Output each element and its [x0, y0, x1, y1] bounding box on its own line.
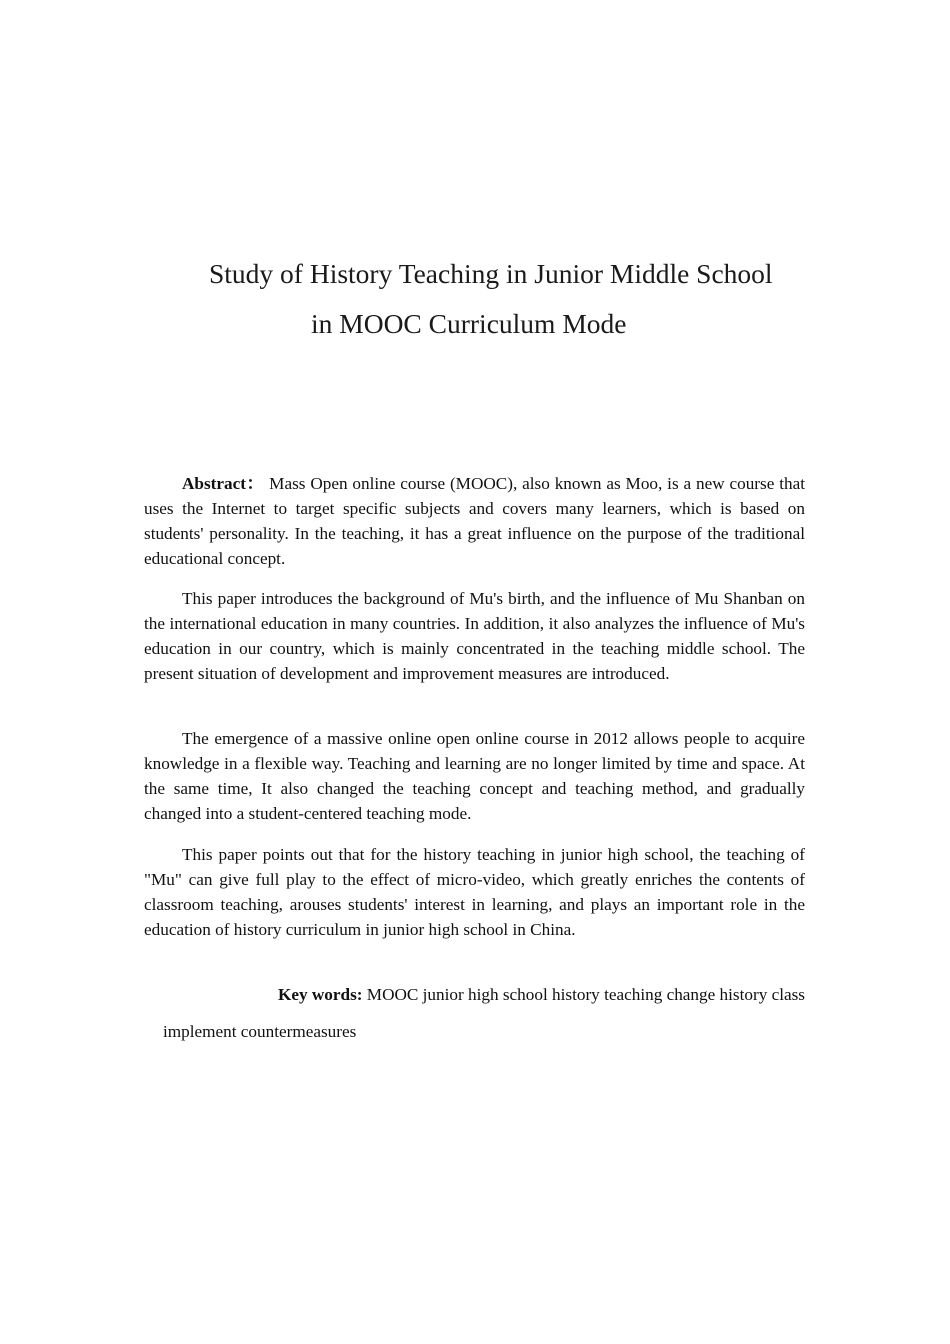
- body-paragraph: [144, 726, 805, 826]
- abstract-paragraph: [144, 471, 805, 571]
- paragraph-text: The emergence of a massive online open online course in 2012 allows people to acquire knowledge in a flexible way. Teaching and learning are no longer limited by time and space. At the same time, It also changed the teaching concept and teaching method, and gradually changed into a student-centered teaching mode.: [144, 729, 805, 823]
- keywords-line: [201, 982, 805, 1007]
- keywords-label: Key words:: [277, 985, 363, 1004]
- paragraph-text: This paper points out that for the history teaching in junior high school, the teaching of "Mu" can give full play to the effect of micro-video, which greatly enriches the contents of classroom teaching, arouses students' interest in learning, and plays an important role in the education of history curriculum in junior high school in China.: [144, 845, 805, 939]
- paper-title-line-1: Study of History Teaching in Junior Middle School: [209, 258, 773, 289]
- body-paragraph: [144, 586, 805, 686]
- paper-title-line-2: in MOOC Curriculum Mode: [311, 308, 627, 339]
- body-paragraph: [144, 842, 805, 942]
- abstract-text: Mass Open online course (MOOC), also known as Moo, is a new course that uses the Internet to target specific subjects and covers many learners, which is based on students' personality. In the teaching, it has a great influence on the purpose of the traditional educational concept.: [144, 474, 805, 568]
- paragraph-text: This paper introduces the background of Mu's birth, and the influence of Mu Shanban on the international education in many countries. In addition, it also analyzes the influence of Mu's education in our country, which is mainly concentrated in the teaching middle school. The present situation of development and improvement measures are introduced.: [144, 589, 805, 683]
- keywords-continuation: implement countermeasures: [163, 1022, 357, 1041]
- abstract-label: Abstract：: [182, 474, 265, 493]
- keywords-text: MOOC junior high school history teaching change history class: [362, 985, 805, 1004]
